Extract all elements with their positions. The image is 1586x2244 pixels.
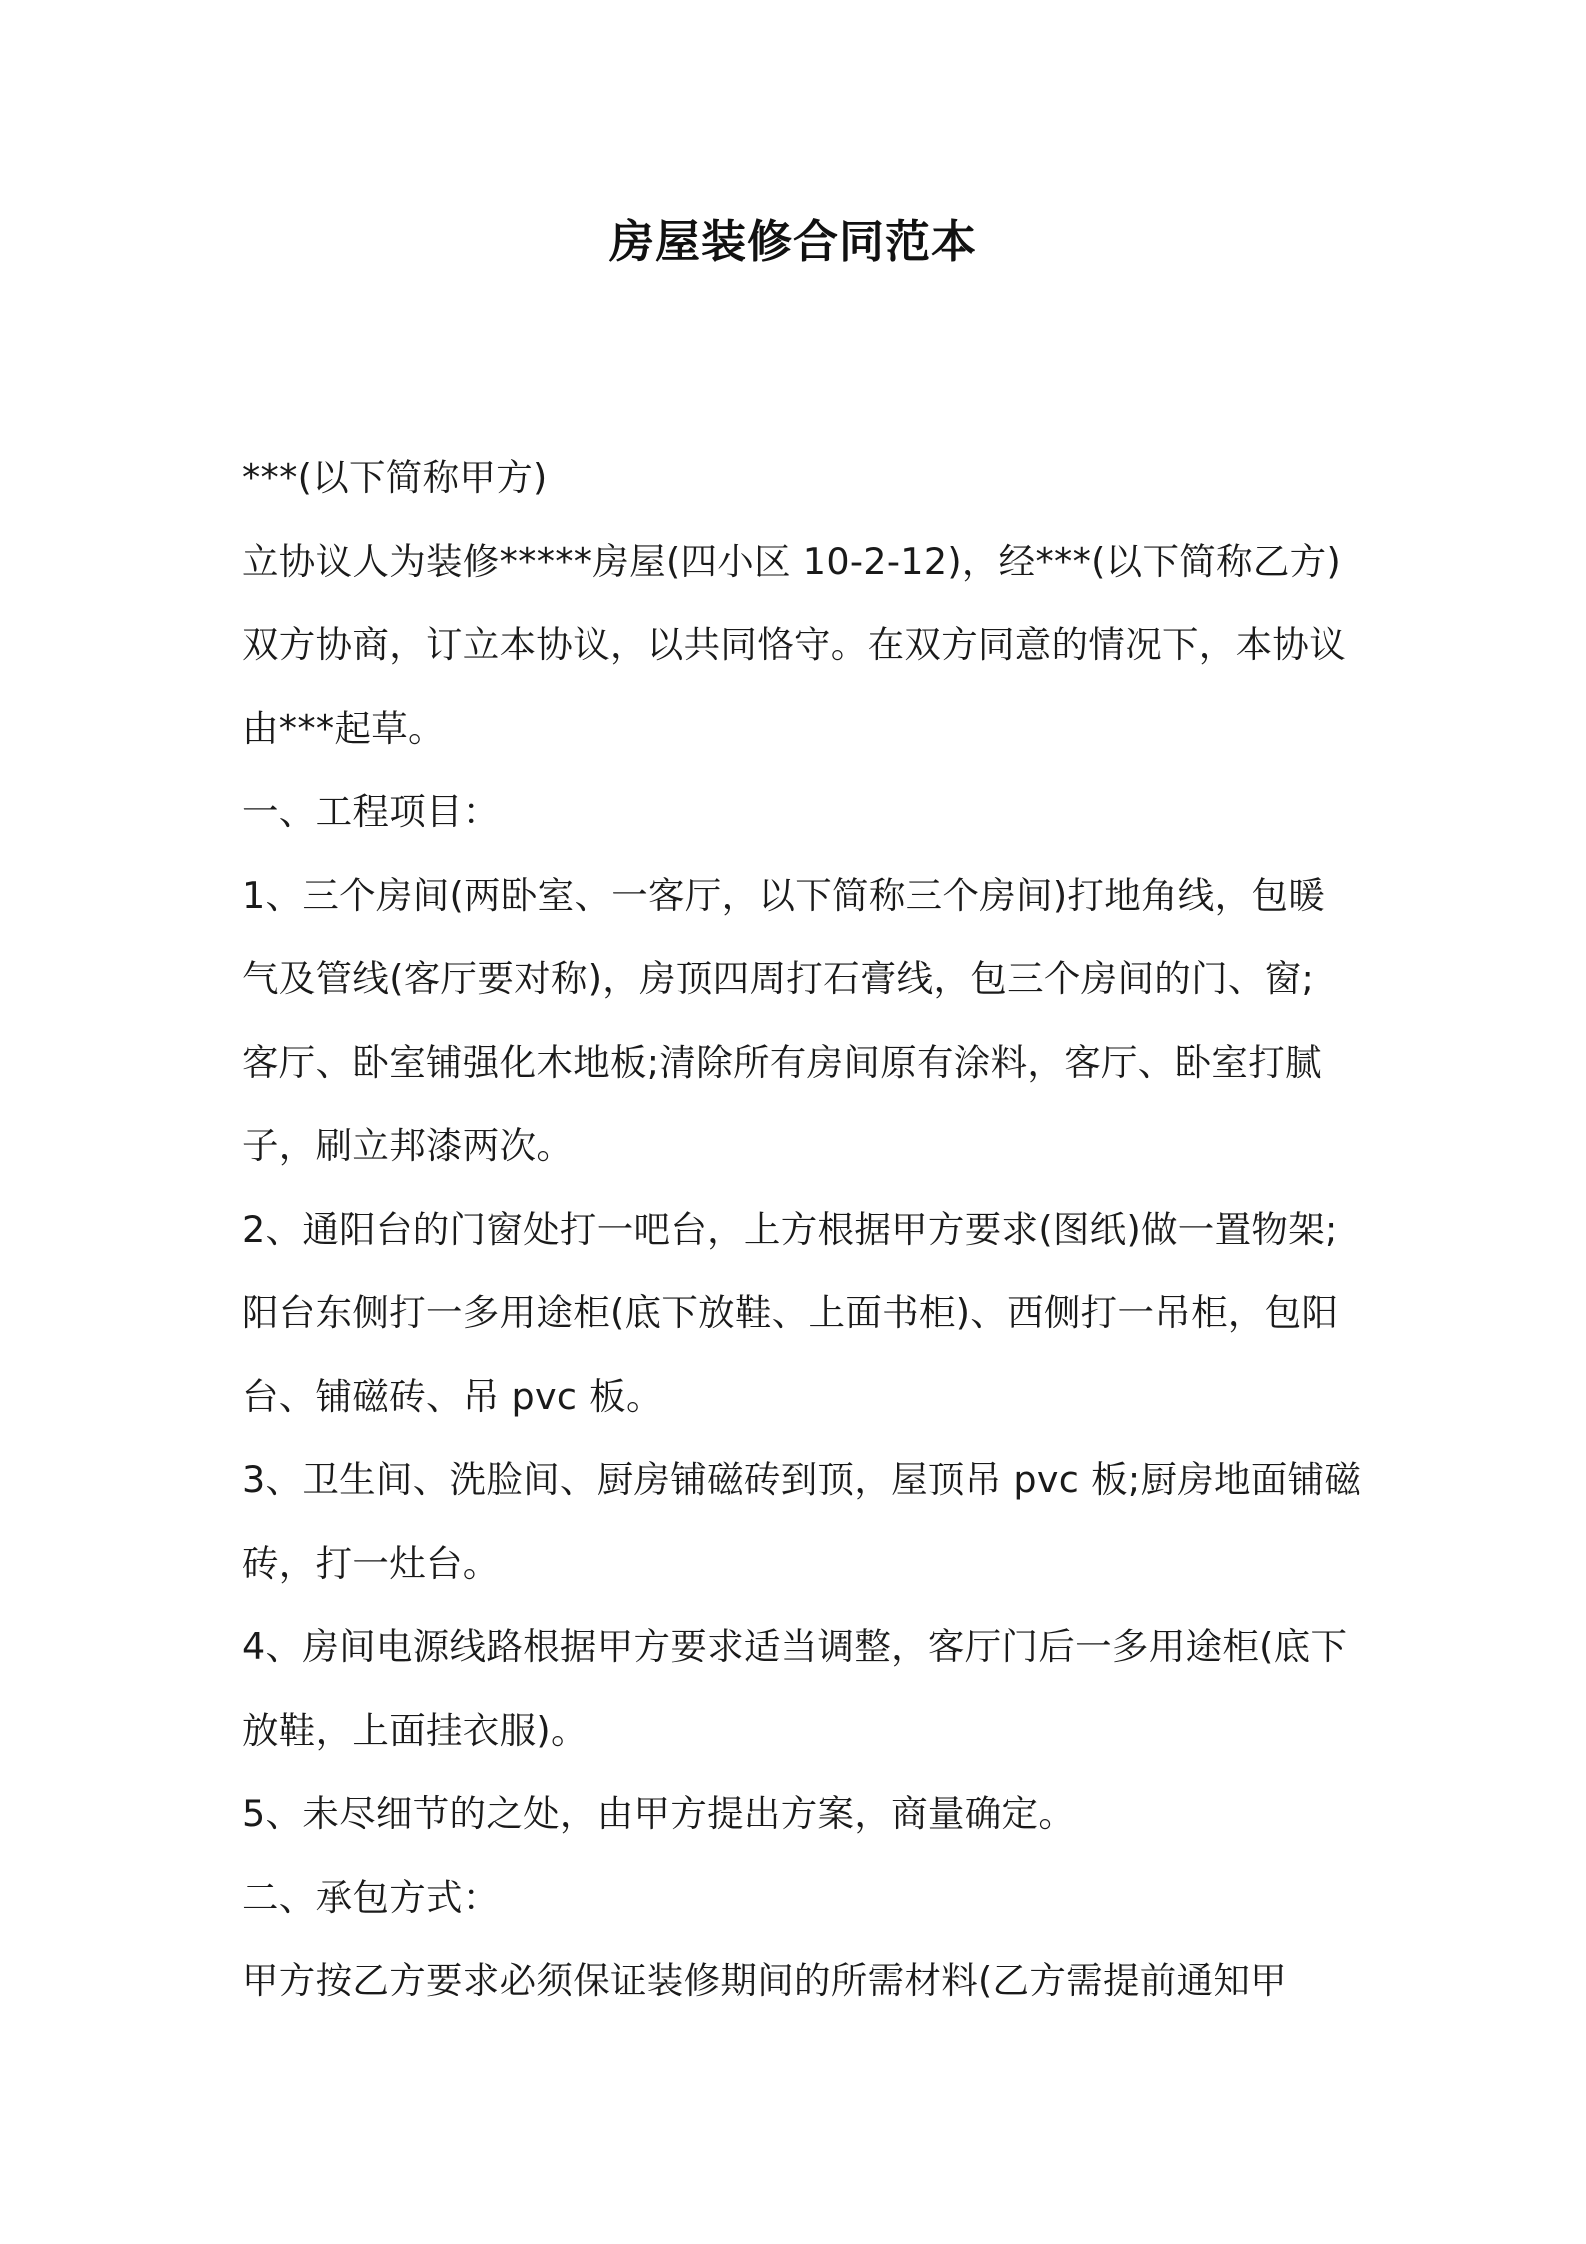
text-line: 4、房间电源线路根据甲方要求适当调整，客厅门后一多用途柜(底下 — [242, 1625, 1348, 1668]
text-line: 放鞋，上面挂衣服)。 — [242, 1708, 588, 1752]
text-line: 子，刷立邦漆两次。 — [242, 1124, 574, 1167]
section-heading: 一、工程项目： — [242, 790, 500, 833]
text-line: 客厅、卧室铺强化木地板;清除所有房间原有涂料，客厅、卧室打腻 — [242, 1040, 1322, 1084]
text-line: 阳台东侧打一多用途柜(底下放鞋、上面书柜)、西侧打一吊柜，包阳 — [242, 1291, 1339, 1334]
text-line: 甲方按乙方要求必须保证装修期间的所需材料(乙方需提前通知甲 — [242, 1959, 1287, 2002]
text-line: 双方协商，订立本协议，以共同恪守。在双方同意的情况下，本协议 — [242, 623, 1346, 666]
section-heading: 二、承包方式： — [242, 1875, 500, 1919]
text-line: 2、通阳台的门窗处打一吧台，上方根据甲方要求(图纸)做一置物架; — [242, 1207, 1338, 1251]
text-line: 5、未尽细节的之处，由甲方提出方案，商量确定。 — [242, 1792, 1076, 1835]
text-line: 3、卫生间、洗脸间、厨房铺磁砖到顶，屋顶吊 pvc 板;厨房地面铺磁 — [242, 1458, 1362, 1501]
text-line: 砖，打一灶台。 — [242, 1541, 500, 1585]
document-body — [242, 448, 1362, 2035]
text-line: 台、铺磁砖、吊 pvc 板。 — [242, 1374, 663, 1418]
text-line: ***(以下简称甲方) — [242, 456, 548, 499]
document-title: 房屋装修合同范本 — [608, 215, 977, 268]
text-line: 由***起草。 — [242, 706, 445, 750]
text-line: 气及管线(客厅要对称)，房顶四周打石膏线，包三个房间的门、窗; — [242, 957, 1315, 1000]
text-line: 1、三个房间(两卧室、一客厅，以下简称三个房间)打地角线，包暖 — [242, 873, 1326, 917]
text-line: 立协议人为装修*****房屋(四小区 10-2-12)，经***(以下简称乙方) — [242, 539, 1342, 583]
